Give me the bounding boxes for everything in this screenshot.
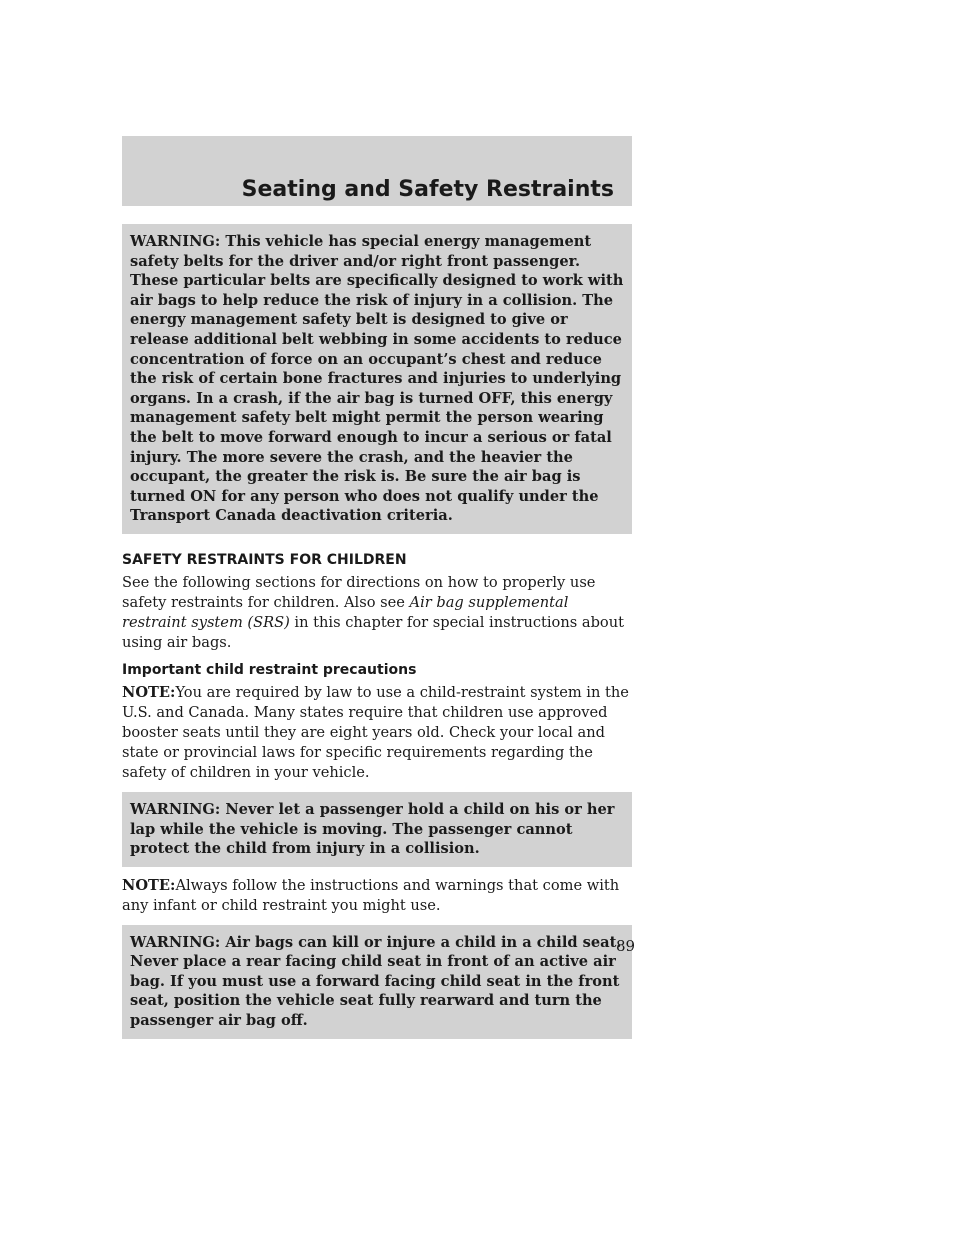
warning-air-bag-child-seat: WARNING: Air bags can kill or injure a child in a child seat. Never place a rear facing child seat in front of an active air bag. If you must use a forward facing child seat in the front seat, position the vehicle seat fully rearward and turn the passenger air bag off. — [122, 925, 632, 1039]
warning-child-on-lap: WARNING: Never let a passenger hold a child on his or her lap while the vehicle is moving. The passenger cannot protect the child from injury in a collision. — [122, 792, 632, 867]
note-follow-instructions — [122, 876, 632, 916]
page-content — [122, 224, 632, 1039]
note-label: NOTE: — [122, 683, 176, 701]
intro-paragraph — [122, 573, 632, 653]
note-text: You are required by law to use a child-restraint system in the U.S. and Canada. Many states require that children use approved booster seats until they are eight years old. Check your local and state or provincial laws for specific requirements regarding the safety of children in your vehicle. — [122, 683, 629, 781]
intro-text-end: in this chapter for special instructions about using air bags. — [122, 613, 624, 651]
page-number: 89 — [616, 937, 636, 955]
note-law-requirement — [122, 683, 632, 783]
subheading-precautions: Important child restraint precautions — [122, 661, 417, 678]
note-text: Always follow the instructions and warnings that come with any infant or child restraint you might use. — [122, 876, 620, 914]
chapter-header — [122, 136, 632, 206]
chapter-title: Seating and Safety Restraints — [241, 177, 614, 202]
srs-reference: Air bag supplemental restraint system (SRS) — [122, 593, 569, 631]
section-heading-child-restraints: SAFETY RESTRAINTS FOR CHILDREN — [122, 551, 407, 568]
intro-text-start: See the following sections for directions on how to properly use safety restraints for children. Also see — [122, 573, 596, 611]
warning-energy-management-belts: WARNING: This vehicle has special energy management safety belts for the driver and/or right front passenger. These particular belts are specifically designed to work with air bags to help reduce the risk of injury in a collision. The energy management safety belt is designed to give or release additional belt webbing in some accidents to reduce concentration of force on an occupant’s chest and reduce the risk of certain bone fractures and injuries to underlying organs. In a crash, if the air bag is turned OFF, this energy management safety belt might permit the person wearing the belt to move forward enough to incur a serious or fatal injury. The more severe the crash, and the heavier the occupant, the greater the risk is. Be sure the air bag is turned ON for any person who does not qualify under the Transport Canada deactivation criteria. — [122, 224, 632, 534]
note-label: NOTE: — [122, 876, 176, 894]
